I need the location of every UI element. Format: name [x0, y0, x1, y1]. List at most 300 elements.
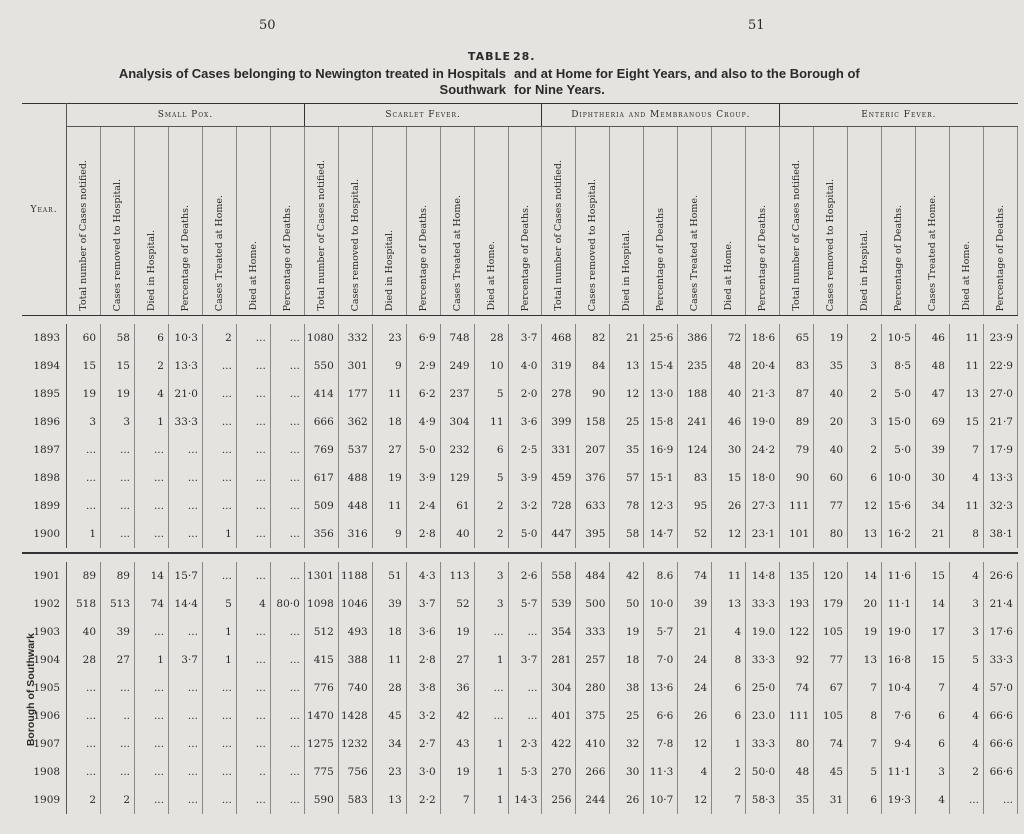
table-label-left: TABLE [467, 50, 511, 63]
col-header-enteric-fever-1 [780, 127, 814, 316]
col-header-scarlet-fever-3 [372, 127, 406, 316]
data-cell: 13 [712, 590, 746, 618]
data-cell: 448 [338, 492, 372, 520]
year-cell: 1893 [22, 324, 67, 352]
data-cell: 15 [916, 562, 950, 590]
data-cell: 188 [678, 380, 712, 408]
data-cell: 1 [202, 520, 236, 548]
data-cell: 95 [678, 492, 712, 520]
data-cell: 3·2 [406, 702, 440, 730]
data-cell: 40 [814, 436, 848, 464]
group-header-row [22, 104, 1018, 127]
data-cell: 179 [814, 590, 848, 618]
data-cell: ... [236, 324, 270, 352]
data-cell: 7 [712, 786, 746, 814]
data-cell: 3·7 [508, 646, 542, 674]
caption-left [46, 66, 506, 98]
data-cell: 15·4 [644, 352, 678, 380]
data-cell: 12 [712, 520, 746, 548]
year-cell: 1899 [22, 492, 67, 520]
data-cell: 60 [814, 464, 848, 492]
data-cell: 2·9 [406, 352, 440, 380]
column-header-row [22, 127, 1018, 316]
table-row [22, 590, 1018, 618]
data-cell: 395 [576, 520, 610, 548]
year-cell: 1909 [22, 786, 67, 814]
data-cell: 9 [372, 520, 406, 548]
data-cell: 39 [678, 590, 712, 618]
data-cell: 235 [678, 352, 712, 380]
col-header-label: Died at Home. [485, 241, 497, 311]
data-cell: 36 [440, 674, 474, 702]
data-cell: 177 [338, 380, 372, 408]
data-cell: 50·0 [746, 758, 780, 786]
data-cell: 332 [338, 324, 372, 352]
data-cell: 1 [474, 646, 508, 674]
data-cell: 249 [440, 352, 474, 380]
data-cell: 8.6 [644, 562, 678, 590]
data-cell: 30 [916, 464, 950, 492]
col-header-label: Cases removed to Hospital. [349, 178, 361, 311]
data-cell: 354 [542, 618, 576, 646]
data-cell: ... [101, 464, 135, 492]
data-cell: 3·7 [406, 590, 440, 618]
data-cell: 27 [101, 646, 135, 674]
data-cell: 748 [440, 324, 474, 352]
group-header-smallpox: Small Pox. [67, 104, 305, 127]
table-row [22, 674, 1018, 702]
data-cell: 84 [576, 352, 610, 380]
year-cell: 1896 [22, 408, 67, 436]
data-cell: 11·1 [882, 758, 916, 786]
data-cell: 10 [474, 352, 508, 380]
data-cell: 2·4 [406, 492, 440, 520]
data-cell: 2 [712, 758, 746, 786]
data-cell: 4·0 [508, 352, 542, 380]
data-cell: 3 [949, 618, 983, 646]
data-cell: 9 [372, 352, 406, 380]
data-cell: ... [236, 702, 270, 730]
data-cell: 21·7 [983, 408, 1017, 436]
data-cell: 617 [304, 464, 338, 492]
data-cell: 3 [916, 758, 950, 786]
col-header-label: Died at Home. [723, 241, 735, 311]
col-header-enteric-fever-6 [949, 127, 983, 316]
data-cell: 4 [949, 674, 983, 702]
spacer-row [22, 553, 1018, 562]
data-cell: 241 [678, 408, 712, 436]
data-cell: 19 [372, 464, 406, 492]
data-cell: 35 [780, 786, 814, 814]
data-cell: 72 [712, 324, 746, 352]
data-cell: 319 [542, 352, 576, 380]
data-cell: 1301 [304, 562, 338, 590]
data-cell: ... [168, 674, 202, 702]
data-cell: 3·7 [508, 324, 542, 352]
data-cell: 2 [474, 492, 508, 520]
data-cell: ... [270, 436, 304, 464]
col-header-label: Died in Hospital. [621, 229, 633, 311]
spacer-cell [22, 553, 1018, 562]
data-cell: 1 [474, 758, 508, 786]
data-cell: 80 [814, 520, 848, 548]
data-cell: 270 [542, 758, 576, 786]
data-cell: 80 [780, 730, 814, 758]
data-cell: 10·4 [882, 674, 916, 702]
data-cell: 6 [135, 324, 169, 352]
col-header-diphtheria-4 [644, 127, 678, 316]
data-cell: 6 [916, 702, 950, 730]
data-cell: ... [135, 520, 169, 548]
data-cell: 2 [101, 786, 135, 814]
data-cell: 4 [949, 562, 983, 590]
data-cell: ... [101, 492, 135, 520]
data-cell: 33·3 [746, 730, 780, 758]
caption-right-line1: and at Home for Eight Years, and also to the Borough of [514, 66, 860, 81]
data-cell: 42 [610, 562, 644, 590]
data-cell: ... [135, 436, 169, 464]
data-cell: ... [270, 324, 304, 352]
data-cell: 512 [304, 618, 338, 646]
data-cell: ... [202, 674, 236, 702]
data-cell: 66·6 [983, 730, 1017, 758]
data-cell: 388 [338, 646, 372, 674]
data-cell: 28 [67, 646, 101, 674]
data-cell: 237 [440, 380, 474, 408]
col-header-smallpox-2 [101, 127, 135, 316]
data-cell: 129 [440, 464, 474, 492]
data-cell: 1428 [338, 702, 372, 730]
data-cell: ... [67, 674, 101, 702]
data-cell: 2·6 [508, 562, 542, 590]
data-cell: 12 [610, 380, 644, 408]
data-cell: ... [270, 702, 304, 730]
data-cell: 1080 [304, 324, 338, 352]
col-header-label: Cases Treated at Home. [689, 194, 701, 311]
data-cell: 500 [576, 590, 610, 618]
data-cell: ... [270, 758, 304, 786]
data-cell: 21·3 [746, 380, 780, 408]
data-cell: 58·3 [746, 786, 780, 814]
data-cell: 4 [678, 758, 712, 786]
data-cell: ... [236, 520, 270, 548]
data-cell: 17·6 [983, 618, 1017, 646]
data-cell: 5 [474, 464, 508, 492]
data-cell: 120 [814, 562, 848, 590]
col-header-label: Percentage of Deaths. [893, 204, 905, 311]
data-cell: 3·9 [508, 464, 542, 492]
data-cell: ... [202, 702, 236, 730]
data-cell: 8 [712, 646, 746, 674]
data-cell: ... [101, 758, 135, 786]
data-cell: 3·7 [168, 646, 202, 674]
data-cell: 74 [780, 674, 814, 702]
data-cell: 33·3 [746, 590, 780, 618]
data-cell: 18·6 [746, 324, 780, 352]
data-cell: 13 [848, 520, 882, 548]
data-cell: 447 [542, 520, 576, 548]
data-cell: 11 [949, 352, 983, 380]
spacer-cell [22, 316, 1018, 325]
data-cell: 89 [67, 562, 101, 590]
table-row [22, 492, 1018, 520]
table-row [22, 730, 1018, 758]
col-header-label: Died in Hospital. [145, 229, 157, 311]
data-cell: 15 [101, 352, 135, 380]
data-cell: 5 [474, 380, 508, 408]
col-header-label: Cases Treated at Home. [451, 194, 463, 311]
col-header-enteric-fever-7 [983, 127, 1017, 316]
data-cell: ... [135, 618, 169, 646]
year-cell: 1901 [22, 562, 67, 590]
data-cell: 17 [916, 618, 950, 646]
data-cell: ... [270, 674, 304, 702]
data-cell: 2·8 [406, 646, 440, 674]
col-header-smallpox-4 [168, 127, 202, 316]
data-cell: 2 [474, 520, 508, 548]
data-cell: 1 [202, 618, 236, 646]
data-cell: 48 [780, 758, 814, 786]
col-header-smallpox-5 [202, 127, 236, 316]
data-cell: ... [508, 702, 542, 730]
data-cell: ... [135, 464, 169, 492]
data-cell: 193 [780, 590, 814, 618]
data-cell: 31 [814, 786, 848, 814]
table-row [22, 702, 1018, 730]
data-cell: .. [101, 702, 135, 730]
col-header-scarlet-fever-4 [406, 127, 440, 316]
data-cell: 1 [135, 408, 169, 436]
data-cell: ... [202, 758, 236, 786]
data-cell: 46 [712, 408, 746, 436]
data-cell: ... [202, 436, 236, 464]
data-cell: 52 [678, 520, 712, 548]
data-cell: 111 [780, 702, 814, 730]
col-header-label: Cases Treated at Home. [213, 194, 225, 311]
data-cell: 5·0 [882, 436, 916, 464]
data-cell: 6·9 [406, 324, 440, 352]
data-cell: 92 [780, 646, 814, 674]
data-cell: 2 [848, 324, 882, 352]
data-cell: 35 [610, 436, 644, 464]
group-header-scarlet-fever: Scarlet Fever. [304, 104, 542, 127]
data-cell: 26 [610, 786, 644, 814]
data-cell: 2 [848, 436, 882, 464]
data-cell: ... [135, 492, 169, 520]
data-cell: 46 [916, 324, 950, 352]
data-cell: 6 [474, 436, 508, 464]
data-cell: 1 [474, 786, 508, 814]
data-cell: 18 [372, 408, 406, 436]
data-cell: 38 [610, 674, 644, 702]
col-header-smallpox-3 [135, 127, 169, 316]
year-cell: 1902 [22, 590, 67, 618]
col-header-label: Cases removed to Hospital. [112, 178, 124, 311]
data-cell: 513 [101, 590, 135, 618]
table-row [22, 380, 1018, 408]
data-cell: 550 [304, 352, 338, 380]
data-cell: 3·0 [406, 758, 440, 786]
data-cell: ... [101, 436, 135, 464]
data-cell: 57 [610, 464, 644, 492]
caption-right-line2: for Nine Years. [514, 82, 605, 97]
caption-left-line1: Analysis of Cases belonging to Newington treated in Hospitals [118, 66, 506, 81]
col-header-label: Total number of Cases notified. [553, 160, 565, 311]
data-cell: 33·3 [746, 646, 780, 674]
data-cell: ... [983, 786, 1017, 814]
data-cell: 58 [610, 520, 644, 548]
data-cell: 27·0 [983, 380, 1017, 408]
data-cell: 5·7 [644, 618, 678, 646]
data-cell: 13 [848, 646, 882, 674]
data-cell: 27·3 [746, 492, 780, 520]
data-cell: 21 [678, 618, 712, 646]
data-cell: 15·6 [882, 492, 916, 520]
table-body [22, 316, 1018, 815]
data-cell: 40 [440, 520, 474, 548]
data-cell: 558 [542, 562, 576, 590]
data-cell: 19 [440, 618, 474, 646]
data-cell: 105 [814, 702, 848, 730]
data-cell: 83 [678, 464, 712, 492]
data-cell: 15 [916, 646, 950, 674]
data-cell: 3 [474, 590, 508, 618]
data-cell: 135 [780, 562, 814, 590]
data-cell: 8·5 [882, 352, 916, 380]
data-cell: ... [236, 352, 270, 380]
data-cell: 15·7 [168, 562, 202, 590]
data-cell: ... [67, 702, 101, 730]
data-cell: 11 [372, 646, 406, 674]
data-cell: 34 [372, 730, 406, 758]
col-header-label: Died in Hospital. [859, 229, 871, 311]
data-cell: 61 [440, 492, 474, 520]
col-header-enteric-fever-3 [848, 127, 882, 316]
data-cell: ... [168, 618, 202, 646]
data-cell: 77 [814, 492, 848, 520]
data-cell: 24 [678, 674, 712, 702]
data-cell: 11 [712, 562, 746, 590]
data-cell: ... [508, 674, 542, 702]
data-cell: ... [168, 464, 202, 492]
data-cell: ... [202, 464, 236, 492]
col-header-scarlet-fever-6 [474, 127, 508, 316]
data-cell: ... [270, 730, 304, 758]
data-cell: 11 [372, 492, 406, 520]
data-cell: 280 [576, 674, 610, 702]
data-cell: 87 [780, 380, 814, 408]
data-cell: 2 [67, 786, 101, 814]
data-cell: 4·3 [406, 562, 440, 590]
data-cell: 27 [372, 436, 406, 464]
col-header-smallpox-1 [67, 127, 101, 316]
data-cell: 509 [304, 492, 338, 520]
col-header-scarlet-fever-7 [508, 127, 542, 316]
year-header: Year. [22, 104, 67, 316]
data-cell: ... [168, 786, 202, 814]
data-cell: 111 [780, 492, 814, 520]
table-row [22, 786, 1018, 814]
data-cell: 60 [67, 324, 101, 352]
data-cell: 316 [338, 520, 372, 548]
data-cell: 2 [949, 758, 983, 786]
table-row [22, 520, 1018, 548]
data-cell: 1098 [304, 590, 338, 618]
col-header-label: Percentage of Deaths. [519, 204, 531, 311]
data-cell: 769 [304, 436, 338, 464]
data-cell: 158 [576, 408, 610, 436]
data-cell: ... [67, 758, 101, 786]
data-cell: 633 [576, 492, 610, 520]
data-cell: 5·3 [508, 758, 542, 786]
data-cell: 4 [236, 590, 270, 618]
data-cell: 11·6 [882, 562, 916, 590]
spacer-row [22, 316, 1018, 325]
data-cell: 83 [780, 352, 814, 380]
data-cell: 14·8 [746, 562, 780, 590]
data-cell: ... [135, 786, 169, 814]
data-cell: 13 [949, 380, 983, 408]
col-header-smallpox-6 [236, 127, 270, 316]
data-cell: ... [202, 562, 236, 590]
table-row [22, 436, 1018, 464]
data-cell: 80·0 [270, 590, 304, 618]
data-cell: 7 [848, 730, 882, 758]
data-cell: 11 [474, 408, 508, 436]
data-cell: 7 [440, 786, 474, 814]
data-cell: ... [236, 492, 270, 520]
col-header-diphtheria-7 [746, 127, 780, 316]
data-cell: 28 [372, 674, 406, 702]
data-cell: 10·3 [168, 324, 202, 352]
data-cell: 6·6 [644, 702, 678, 730]
data-cell: 48 [916, 352, 950, 380]
data-cell: 2·0 [508, 380, 542, 408]
data-cell: 6 [712, 674, 746, 702]
data-cell: ... [135, 730, 169, 758]
data-cell: 414 [304, 380, 338, 408]
data-cell: 304 [440, 408, 474, 436]
data-cell: 23·9 [983, 324, 1017, 352]
data-cell: ... [135, 674, 169, 702]
data-cell: ... [270, 618, 304, 646]
data-cell: 124 [678, 436, 712, 464]
data-cell: 16·8 [882, 646, 916, 674]
data-cell: 38·1 [983, 520, 1017, 548]
col-header-label: Died in Hospital. [383, 229, 395, 311]
col-header-enteric-fever-2 [814, 127, 848, 316]
data-cell: 1188 [338, 562, 372, 590]
data-cell: 39 [101, 618, 135, 646]
data-cell: 6 [848, 464, 882, 492]
data-cell: 207 [576, 436, 610, 464]
data-cell: 583 [338, 786, 372, 814]
data-cell: 13 [610, 352, 644, 380]
data-cell: 7·8 [644, 730, 678, 758]
data-cell: 6 [916, 730, 950, 758]
data-cell: 304 [542, 674, 576, 702]
data-cell: 67 [814, 674, 848, 702]
data-cell: 18·0 [746, 464, 780, 492]
data-cell: 1 [712, 730, 746, 758]
data-cell: 266 [576, 758, 610, 786]
data-cell: 33·3 [983, 646, 1017, 674]
col-header-diphtheria-2 [576, 127, 610, 316]
data-cell: 7 [949, 436, 983, 464]
data-cell: ... [67, 492, 101, 520]
data-cell: 1232 [338, 730, 372, 758]
data-cell: ... [202, 352, 236, 380]
